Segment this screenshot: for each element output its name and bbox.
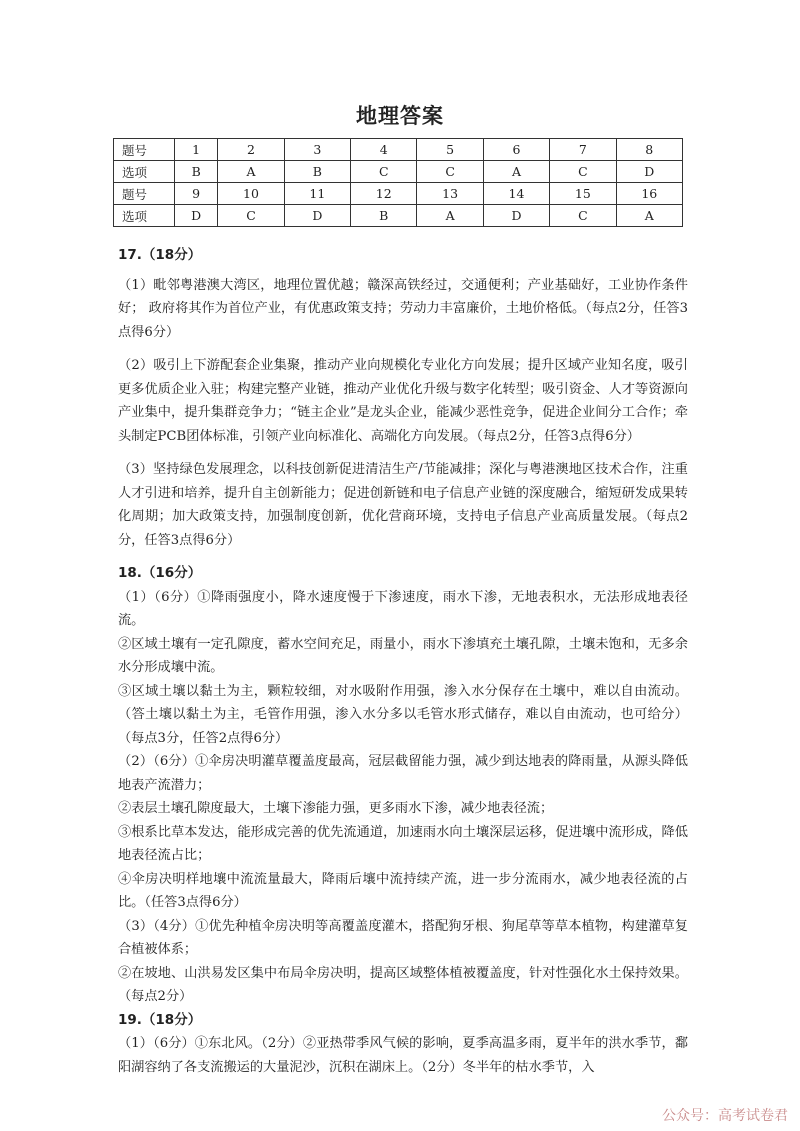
- answer-cell: 12: [351, 183, 417, 205]
- question-18-line: ②在坡地、山洪易发区集中布局伞房决明，提高区域整体植被覆盖度，针对性强化水土保持效果。（每点2分）: [118, 965, 688, 1004]
- question-18-line: （1）（6分）①降雨强度小，降水速度慢于下渗速度，雨水下渗，无地表积水，无法形成地表径流。: [118, 589, 688, 628]
- answer-cell: C: [417, 161, 483, 183]
- answer-cell: 3: [284, 139, 350, 161]
- answer-cell: A: [218, 161, 284, 183]
- answer-cell: D: [284, 205, 350, 227]
- answer-cell: A: [616, 205, 682, 227]
- watermark: 公众号：高考试卷君: [662, 1108, 788, 1124]
- answer-cell: A: [417, 205, 483, 227]
- answer-cell: D: [483, 205, 549, 227]
- answer-cell: D: [616, 161, 682, 183]
- answer-table-row: [114, 139, 683, 161]
- answer-cell: 2: [218, 139, 284, 161]
- question-18-line: ②区域土壤有一定孔隙度，蓄水空间充足，雨量小，雨水下渗填充土壤孔隙，土壤未饱和，无多余水分形成壤中流。: [118, 636, 688, 675]
- answer-cell: B: [351, 205, 417, 227]
- answer-cell: 9: [175, 183, 218, 205]
- answer-table-row: [114, 183, 683, 205]
- answer-cell: 11: [284, 183, 350, 205]
- question-18-heading: 18.（16分）: [118, 565, 202, 581]
- answer-cell: 5: [417, 139, 483, 161]
- question-18-line: （3）（4分）①优先种植伞房决明等高覆盖度灌木，搭配狗牙根、狗尾草等草本植物，构建灌草复合植被体系；: [118, 918, 688, 957]
- answer-cell: 6: [483, 139, 549, 161]
- answer-cell: 15: [550, 183, 616, 205]
- answer-cell: 14: [483, 183, 549, 205]
- question-17-part-2: （2）吸引上下游配套企业集聚，推动产业向规模化专业化方向发展；提升区域产业知名度，吸引更多优质企业入驻；构建完整产业链，推动产业优化升级与数字化转型；吸引资金、人才等资源向产业集中，提升集群竞争力；“链主企业”是龙头企业，能减少恶性竞争，促进企业间分工合作；牵头制定PCB团体标准，引领产业向标准化、高端化方向发展。（每点2分，任答3点得6分）: [118, 358, 688, 444]
- answer-cell: D: [175, 205, 218, 227]
- question-17-heading: 17.（18分）: [118, 247, 202, 263]
- answer-cell: 4: [351, 139, 417, 161]
- row-header-cell: 题号: [114, 183, 175, 205]
- answer-cell: 16: [616, 183, 682, 205]
- question-19-heading: 19.（18分）: [118, 1011, 202, 1028]
- question-17-part-3: （3）坚持绿色发展理念，以科技创新促进清洁生产/节能减排；深化与粤港澳地区技术合作，注重人才引进和培养，提升自主创新能力；促进创新链和电子信息产业链的深度融合，缩短研发成果转化周期；加大政策支持，加强制度创新，优化营商环境，支持电子信息产业高质量发展。（每点2分，任答3点得6分）: [118, 462, 688, 548]
- answer-cell: 10: [218, 183, 284, 205]
- answer-cell: 1: [175, 139, 218, 161]
- answer-cell: C: [218, 205, 284, 227]
- row-header-cell: 题号: [114, 139, 175, 161]
- answer-content: [118, 244, 688, 1079]
- row-header-cell: 选项: [114, 205, 175, 227]
- answer-cell: 13: [417, 183, 483, 205]
- question-18-line: ③区域土壤以黏土为主，颗粒较细，对水吸附作用强，渗入水分保存在土壤中，难以自由流动。（答土壤以黏土为主，毛管作用强，渗入水分多以毛管水形式储存，难以自由流动，也可给分）（每点3分，任答2点得6分）: [118, 683, 688, 746]
- answer-cell: 8: [616, 139, 682, 161]
- question-18-line: ③根系比草本发达，能形成完善的优先流通道，加速雨水向土壤深层运移，促进壤中流形成，降低地表径流占比；: [118, 824, 688, 863]
- answer-cell: B: [175, 161, 218, 183]
- answer-cell: B: [284, 161, 350, 183]
- answer-cell: A: [483, 161, 549, 183]
- question-18-line: ②表层土壤孔隙度最大，土壤下渗能力强，更多雨水下渗，减少地表径流；: [118, 801, 554, 816]
- row-header-cell: 选项: [114, 161, 175, 183]
- answer-table-row: [114, 161, 683, 183]
- question-18-line: （2）（6分）①伞房决明灌草覆盖度最高，冠层截留能力强，减少到达地表的降雨量，从源头降低地表产流潜力；: [118, 754, 688, 793]
- answer-cell: C: [550, 161, 616, 183]
- page-title: 地理答案: [356, 104, 444, 128]
- answer-table-row: [114, 205, 683, 227]
- answer-cell: C: [351, 161, 417, 183]
- question-17-part-1: （1）毗邻粤港澳大湾区，地理位置优越；赣深高铁经过，交通便利；产业基础好，工业协作条件好； 政府将其作为首位产业，有优惠政策支持；劳动力丰富廉价，土地价格低。（每点2分，任答3点得6分）: [118, 277, 688, 340]
- question-19-part-1: （1）（6分）①东北风。（2分）②亚热带季风气候的影响，夏季高温多雨，夏半年的洪水季节，鄱阳湖容纳了各支流搬运的大量泥沙，沉积在湖床上。（2分）冬半年的枯水季节，入: [118, 1036, 688, 1075]
- answer-cell: C: [550, 205, 616, 227]
- answer-table: [113, 138, 683, 227]
- answer-cell: 7: [550, 139, 616, 161]
- question-18-line: ④伞房决明样地壤中流流量最大，降雨后壤中流持续产流，进一步分流雨水，减少地表径流的占比。（任答3点得6分）: [118, 871, 688, 910]
